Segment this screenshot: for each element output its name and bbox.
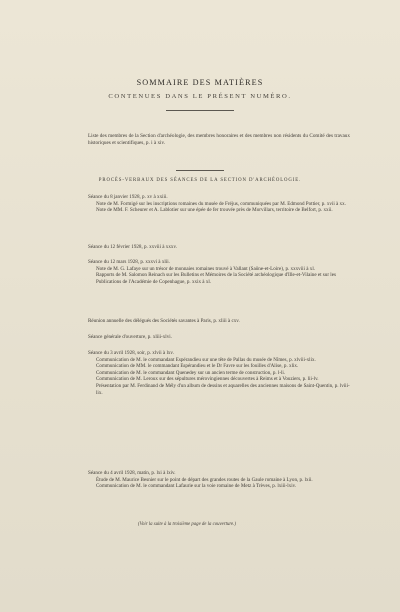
session-entry: Rapports de M. Salomon Reinach sur les Bulletins et Mémoires de la Société archéologique d'Ille-et-Vilaine et sur les Publications de l'Académie de Copenhague, p. xxix à xl. [96, 272, 336, 285]
session-heading: Séance du 4 avril 1928, matin, p. lxi à lxiv. [88, 470, 176, 476]
continuation-note: (Voir la suite à la troisième page de la couverture.) [138, 522, 236, 527]
session-entry: Communication de MM. le commandant Espérandieu et le Dr Favre sur les fouilles d'Alise, p. xlix. [96, 363, 299, 370]
document-subtitle: CONTENUES DANS LE PRÉSENT NUMÉRO. [108, 93, 292, 100]
session-block [88, 350, 350, 396]
members-list-intro: Liste des membres de la Section d'archéologie, des membres honoraires et des membres non résidents du Comité des travaux historiques et scientifiques, p. i à xiv. [88, 133, 350, 147]
session-block [88, 318, 350, 325]
session-block [88, 470, 350, 490]
session-heading: Séance du 12 février 1928, p. xxviii à xxxv. [88, 244, 177, 250]
session-block [88, 259, 350, 285]
session-block [88, 194, 350, 214]
session-block [88, 334, 350, 341]
session-entry: Communication de M. le commandant Espérandieu sur une tête de Pallas du musée de Nîmes, p. xlviii-xlix. [96, 356, 316, 363]
session-entry: Communication de M. Leroux sur des sépultures mérovingiennes découvertes à Reims et à Vouziers, p. lii-lv. [96, 376, 319, 383]
session-heading: Séance générale d'ouverture, p. xliii-xlvi. [88, 334, 172, 340]
session-heading: Séance du 8 janvier 1928, p. xv à xxiii. [88, 194, 168, 200]
session-heading: Séance du 12 mars 1928, p. xxxvi à xlii. [88, 259, 170, 265]
session-entry: Étude de M. Maurice Besnier sur le point de départ des grandes routes de la Gaule romaine à Lyon, p. lxii. [96, 476, 313, 483]
title-rule [166, 110, 234, 111]
session-entry: Présentation par M. Ferdinand de Mély d'un album de dessins et aquarelles des anciennes maisons de Saint-Quentin, p. lviii-lix. [96, 382, 350, 396]
session-entry: Note de MM. F. Scheurer et A. Lablotier sur une épée de fer trouvée près de Morvillars, territoire de Belfort, p. xxii. [96, 207, 333, 214]
section-rule [176, 170, 224, 171]
session-block [88, 244, 350, 251]
document-title: SOMMAIRE DES MATIÈRES [136, 78, 264, 87]
session-entry: Communication de M. le commandant Quenedey sur un ancien terme de construction, p. l-li. [96, 369, 286, 376]
session-entry: Note de M. Formigé sur les inscriptions romaines du musée de Fréjus, communiquées par M. Edmond Pottier, p. xvii à xx. [96, 200, 346, 207]
proces-verbaux-heading: PROCÈS-VERBAUX DES SÉANCES DE LA SECTION D'ARCHÉOLOGIE. [98, 178, 302, 183]
session-heading: Séance du 3 avril 1928, soir, p. xlvii à lxv. [88, 350, 174, 356]
session-entry: Communication de M. le commandant Lafaurie sur la voie romaine de Metz à Trèves, p. lxiii-lxiv. [96, 483, 297, 490]
session-heading: Réunion annuelle des délégués des Sociétés savantes à Paris, p. xliii à cxv. [88, 318, 240, 324]
session-entry: Note de M. G. Lafaye sur un trésor de monnaies romaines trouvé à Vallant (Saône-et-Loire), p. xxxviii à xl. [96, 265, 316, 272]
